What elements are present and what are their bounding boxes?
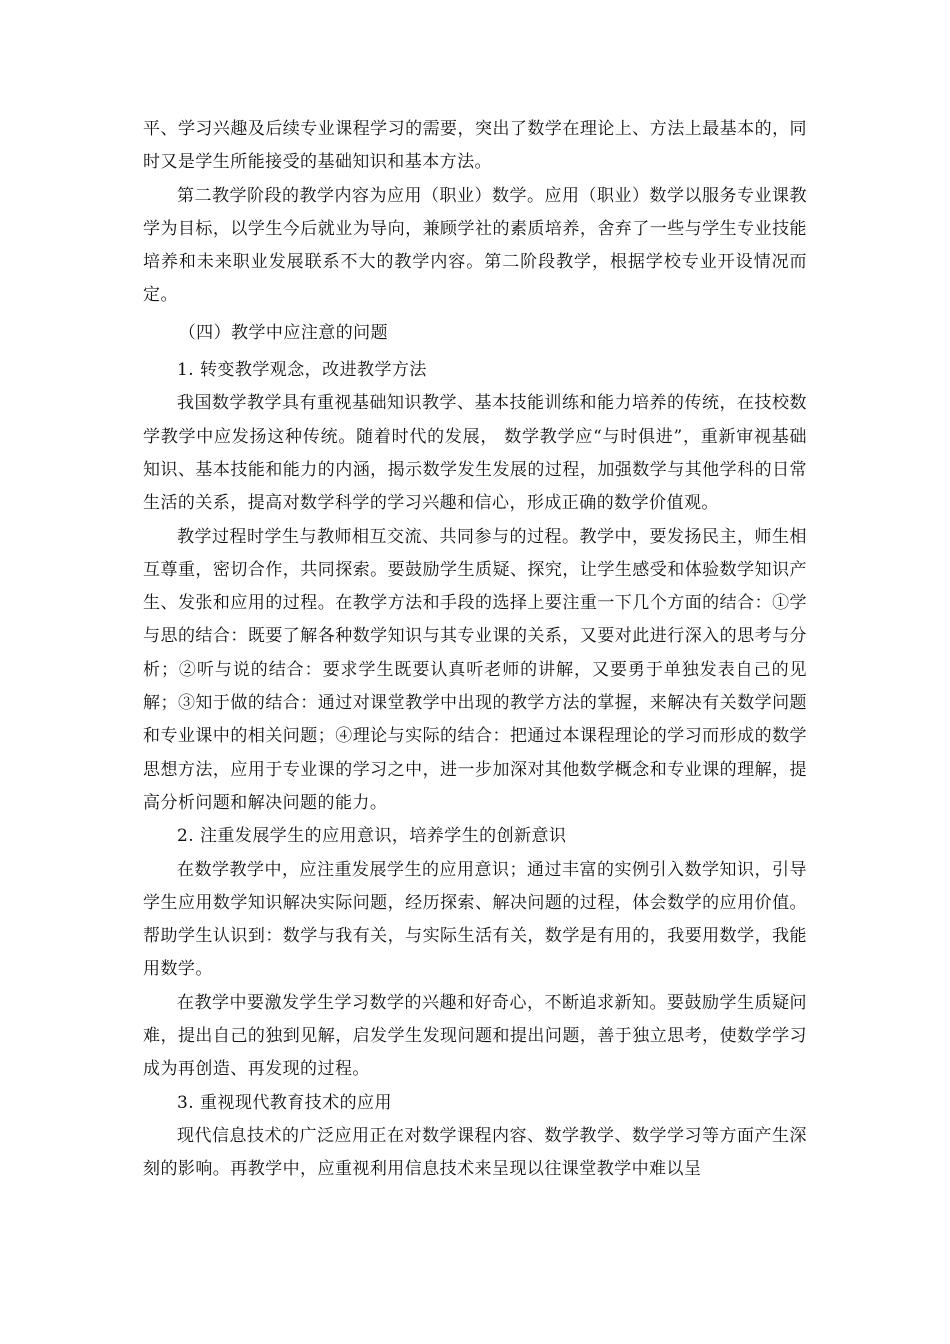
body-paragraph: 在数学教学中，应注重发展学生的应用意识；通过丰富的实例引入数学知识，引导学生应用数学知识解决实际问题，经历探索、解决问题的过程，体会数学的应用价值。帮助学生认识到：数学与我有关，与实际生活有关，数学是有用的，我要用数学，我能用数学。 (143, 859, 807, 980)
document-page (143, 113, 807, 1187)
section-heading: （四）教学中应注意的问题 (178, 322, 389, 343)
body-paragraph: 在教学中要激发学生学习数学的兴趣和好奇心，不断追求新知。要鼓励学生质疑问难，提出自己的独到见解，启发学生发现问题和提出问题，善于独立思考，使数学学习成为再创造、再发现的过程。 (143, 992, 807, 1080)
subsection-heading: 2. 注重发展学生的应用意识，培养学生的创新意识 (177, 826, 567, 847)
body-paragraph: 平、学习兴趣及后续专业课程学习的需要，突出了数学在理论上、方法上最基本的，同时又是学生所能接受的基础知识和基本方法。 (143, 119, 807, 173)
body-paragraph: 教学过程时学生与教师相互交流、共同参与的过程。教学中，要发扬民主，师生相互尊重，密切合作，共同探索。要鼓励学生质疑、探究，让学生感受和体验数学知识产生、发张和应用的过程。在教学方法和手段的选择上要注重一下几个方面的结合：①学与思的结合：既要了解各种数学知识与其专业课的关系，又要对此进行深入的思考与分析；②听与说的结合：要求学生既要认真听老师的讲解，又要勇于单独发表自己的见解；③知于做的结合：通过对课堂教学中出现的教学方法的掌握，来解决有关数学问题和专业课中的相关问题；④理论与实际的结合：把通过本课程理论的学习而形成的数学思想方法，应用于专业课的学习之中，进一步加深对其他数学概念和专业课的理解，提高分析问题和解决问题的能力。 (143, 526, 807, 813)
body-paragraph: 我国数学教学具有重视基础知识教学、基本技能训练和能力培养的传统，在技校数学教学中应发扬这种传统。随着时代的发展， 数学教学应“与时俱进”，重新审视基础知识、基本技能和能力的内涵，揭示数学发生发展的过程，加强数学与其他学科的日常生活的关系，提高对数学科学的学习兴趣和信心，形成正确的数学价值观。 (143, 393, 807, 514)
body-paragraph: 第二教学阶段的教学内容为应用（职业）数学。应用（职业）数学以服务专业课教学为目标，以学生今后就业为导向，兼顾学社的素质培养，舍弃了一些与学生专业技能培养和未来职业发展联系不大的教学内容。第二阶段教学，根据学校专业开设情况而定。 (143, 185, 807, 306)
subsection-heading: 3. 重视现代教育技术的应用 (177, 1092, 392, 1113)
body-paragraph: 现代信息技术的广泛应用正在对数学课程内容、数学教学、数学学习等方面产生深刻的影响。再教学中，应重视利用信息技术来呈现以往课堂教学中难以呈 (143, 1125, 807, 1180)
subsection-heading: 1. 转变教学观念，改进教学方法 (177, 360, 427, 381)
